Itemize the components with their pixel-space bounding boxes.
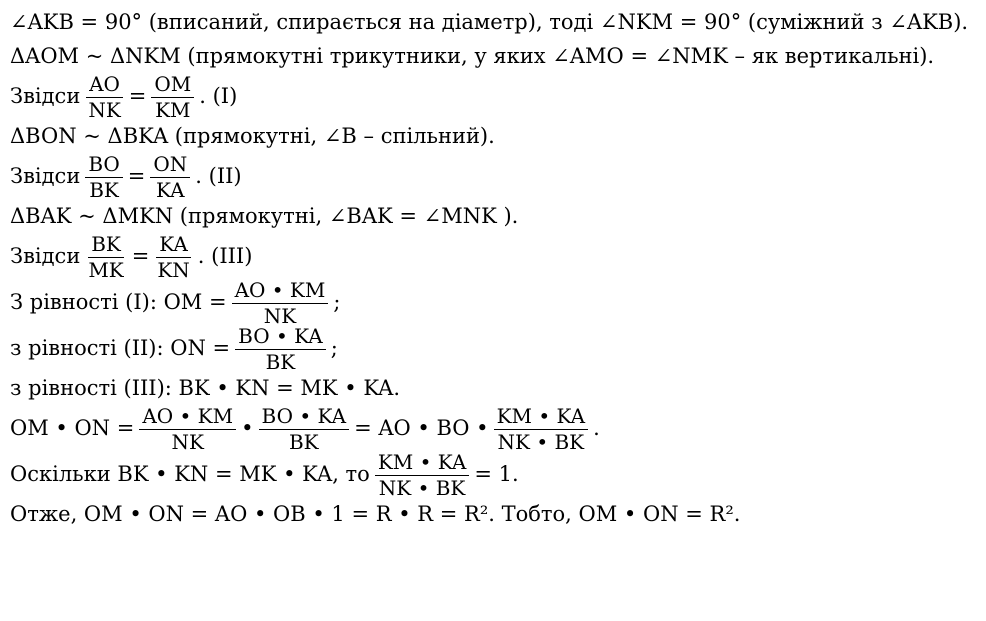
suffix-text: . (II)	[195, 164, 242, 189]
denominator: KA	[156, 177, 185, 202]
denominator: KM	[155, 97, 191, 122]
line-since	[10, 449, 986, 500]
line-similarity-bon-bka	[10, 120, 986, 154]
prefix-text: Звідси	[10, 244, 81, 269]
fraction-ao-nk	[85, 71, 123, 122]
text-line-13: Отже, OM • ON = AO • OB • 1 = R • R = R². Тобто, OM • ON = R².	[10, 502, 741, 527]
middle-text: = AO • BO •	[354, 416, 489, 441]
numerator: AO • KM	[139, 406, 236, 430]
numerator: BO • KA	[259, 406, 350, 430]
fraction-ao-km-over-nk	[232, 277, 329, 328]
line-product	[10, 403, 986, 454]
denominator: KN	[157, 257, 190, 282]
numerator: BK	[88, 234, 124, 258]
line-ratio-2	[10, 151, 986, 202]
prefix-text: OM • ON =	[10, 416, 135, 441]
denominator: NK • BK	[497, 429, 585, 454]
line-ratio-1	[10, 71, 986, 122]
fraction-on-ka	[150, 151, 190, 202]
equals-sign: =	[128, 84, 147, 109]
prefix-text: Оскільки BK • KN = MK • KA, то	[10, 462, 370, 487]
numerator: KM • KA	[375, 452, 470, 476]
fraction-bo-ka-over-bk	[235, 323, 326, 374]
numerator: AO • KM	[232, 280, 329, 304]
numerator: BO	[85, 154, 122, 178]
suffix-text: . (I)	[199, 84, 238, 109]
fraction-bo-ka-over-bk	[259, 403, 350, 454]
line-similarity-bak-mkn	[10, 200, 986, 234]
equals-sign: =	[131, 244, 150, 269]
fraction-om-km	[151, 71, 194, 122]
numerator: OM	[151, 74, 194, 98]
numerator: KM • KA	[494, 406, 589, 430]
equals-sign: =	[127, 164, 146, 189]
denominator: NK	[171, 429, 204, 454]
dot-operator: •	[241, 416, 254, 441]
denominator: BK	[288, 429, 319, 454]
suffix-text: ;	[333, 290, 341, 315]
suffix-text: = 1.	[474, 462, 519, 487]
line-similarity-aom-nkm	[10, 40, 986, 74]
text-line-2: ΔAOM ~ ΔNKM (прямокутні трикутники, у яких ∠AMO = ∠NMK – як вертикальні).	[10, 44, 935, 69]
fraction-km-ka-over-nk-bk	[494, 403, 589, 454]
prefix-text: з рівності (II): ON =	[10, 336, 231, 361]
denominator: NK	[263, 303, 297, 328]
fraction-km-ka-over-nk-bk	[375, 449, 470, 500]
numerator: AO	[86, 74, 123, 98]
numerator: BO • KA	[235, 326, 326, 350]
line-on-expression	[10, 323, 986, 374]
text-line-4: ΔBON ~ ΔBKA (прямокутні, ∠B – спільний).	[10, 124, 495, 149]
fraction-bo-bk	[85, 151, 122, 202]
prefix-text: Звідси	[10, 84, 81, 109]
line-angle-akb	[10, 6, 986, 40]
line-equality-iii	[10, 372, 986, 406]
prefix-text: Звідси	[10, 164, 81, 189]
line-om-expression	[10, 277, 986, 328]
fraction-ka-kn	[154, 231, 192, 282]
denominator: NK	[88, 97, 121, 122]
denominator: BK	[89, 177, 119, 202]
suffix-text: . (III)	[197, 244, 253, 269]
denominator: MK	[88, 257, 124, 282]
denominator: BK	[265, 349, 296, 374]
suffix-text: ;	[330, 336, 338, 361]
prefix-text: З рівності (I): OM =	[10, 290, 227, 315]
numerator: ON	[150, 154, 190, 178]
numerator: KA	[156, 234, 191, 258]
line-ratio-3	[10, 231, 986, 282]
text-line-1: ∠AKB = 90° (вписаний, спирається на діаметр), тоді ∠NKM = 90° (суміжний з ∠AKB).	[10, 10, 969, 35]
fraction-bk-mk	[85, 231, 126, 282]
suffix-text: .	[593, 416, 600, 441]
text-line-10: з рівності (III): BK • KN = MK • KA.	[10, 376, 401, 401]
line-conclusion	[10, 498, 986, 532]
denominator: NK • BK	[378, 475, 466, 500]
fraction-ao-km-over-nk	[139, 403, 236, 454]
text-line-6: ΔBAK ~ ΔMKN (прямокутні, ∠BAK = ∠MNK ).	[10, 204, 519, 229]
